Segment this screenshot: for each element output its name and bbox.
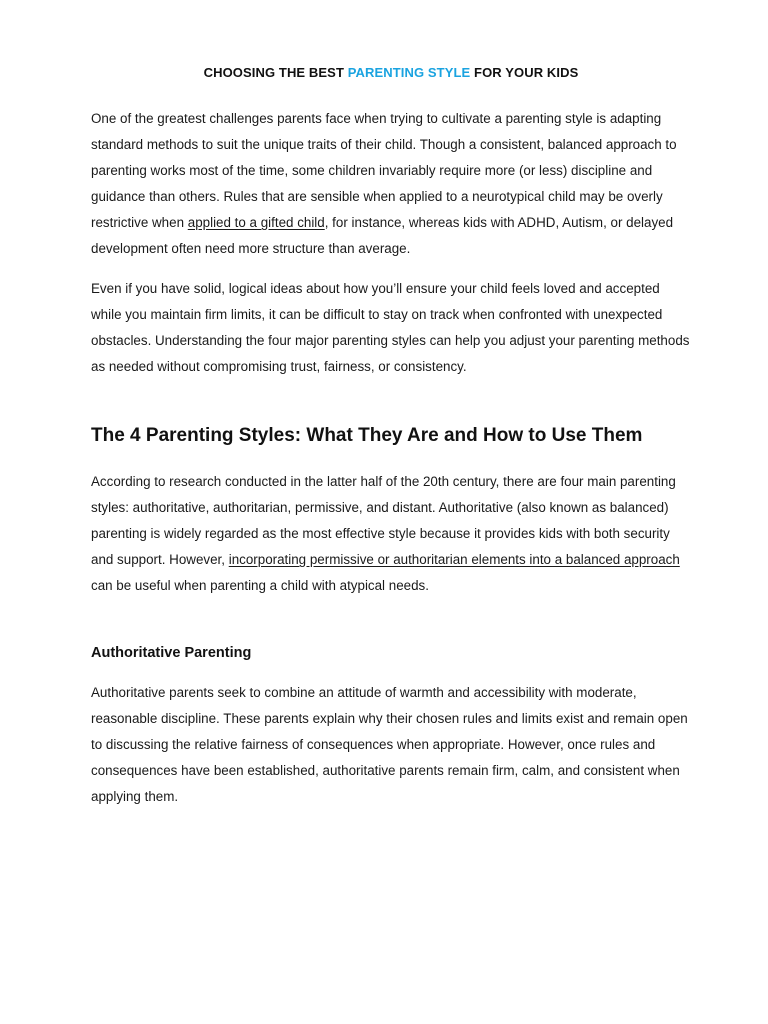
- document-title: [91, 64, 691, 82]
- link-gifted-child[interactable]: applied to a gifted child: [187, 215, 325, 230]
- link-balanced-approach[interactable]: incorporating permissive or authoritarian elements into a balanced approach: [228, 552, 680, 567]
- title-prefix: CHOOSING THE BEST: [203, 65, 348, 80]
- section-p1-text-after: can be useful when parenting a child with atypical needs.: [91, 578, 429, 593]
- title-accent: PARENTING STYLE: [347, 65, 471, 80]
- intro-paragraph-1: [91, 106, 691, 262]
- title-suffix: FOR YOUR KIDS: [470, 65, 579, 80]
- section-paragraph-1: [91, 469, 691, 599]
- intro-p1-text-after: , for instance, whereas kids with ADHD, Autism, or delayed development often need more structure than average.: [91, 215, 674, 256]
- section-heading: The 4 Parenting Styles: What They Are and How to Use Them: [91, 425, 643, 446]
- document-content: [91, 64, 691, 824]
- intro-p1-text-before: One of the greatest challenges parents face when trying to cultivate a parenting style is adapting standard methods to suit the unique traits of their child. Though a consistent, balanced approach to parenting works most of the time, some children invariably require more (or less) discipline and guidance than others. Rules that are sensible when applied to a neurotypical child may be overly restrictive when: [91, 111, 677, 230]
- section-p1-text-before: According to research conducted in the latter half of the 20th century, there are four main parenting styles: authoritative, authoritarian, permissive, and distant. Authoritative (also known as balanced) parenting is widely regarded as the most effective style because it provides kids with both security and support. However,: [91, 474, 676, 567]
- subsection-paragraph-1: Authoritative parents seek to combine an attitude of warmth and accessibility with moderate, reasonable discipline. These parents explain why their chosen rules and limits exist and remain open to discussing the relative fairness of consequences when appropriate. However, once rules and consequences have been established, authoritative parents remain firm, calm, and consistent when applying them.: [91, 685, 688, 804]
- subsection-heading: Authoritative Parenting: [91, 645, 252, 661]
- intro-paragraph-2: Even if you have solid, logical ideas about how you’ll ensure your child feels loved and accepted while you maintain firm limits, it can be difficult to stay on track when confronted with unexpected obstacles. Understanding the four major parenting styles can help you adjust your parenting methods as needed without compromising trust, fairness, or consistency.: [91, 281, 690, 374]
